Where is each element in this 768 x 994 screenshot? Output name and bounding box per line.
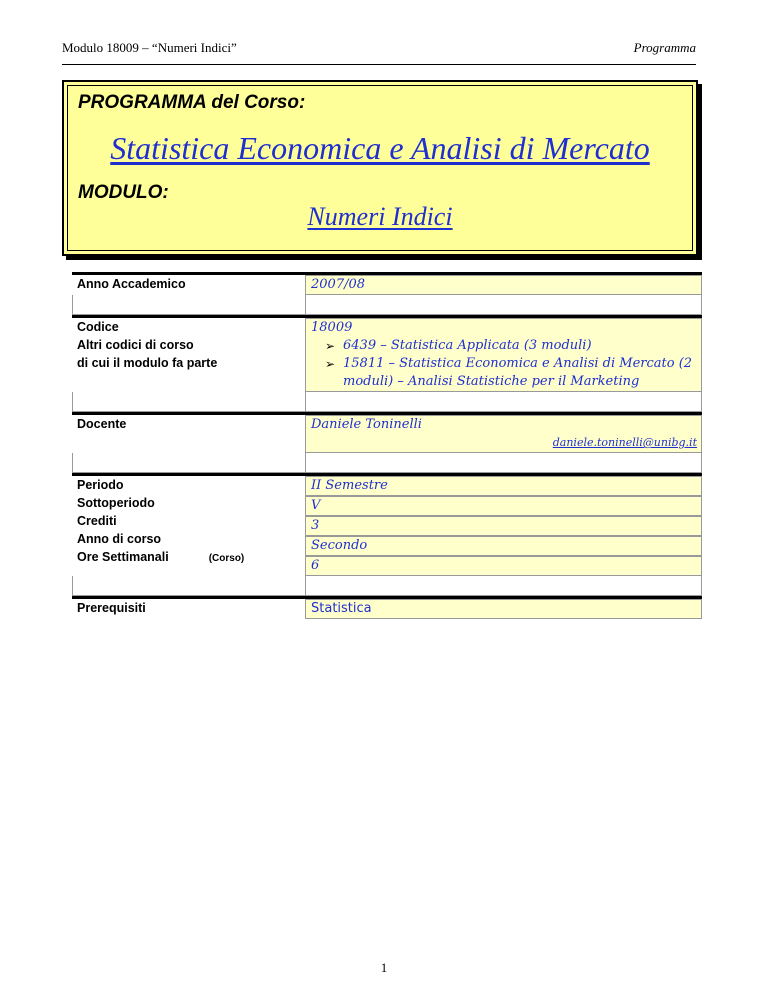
crediti-value: 3 (305, 516, 702, 536)
header-right: Programma (633, 40, 696, 55)
prerequisiti-value: Statistica (305, 599, 702, 619)
crediti-label: Crediti (77, 514, 117, 528)
ore-label: Ore Settimanali (77, 550, 169, 564)
ore-sub-label: (Corso) (208, 553, 245, 564)
docente-email-link[interactable]: daniele.toninelli@unibg.it (552, 436, 697, 449)
docente-label: Docente (77, 417, 127, 431)
anno-label: Anno Accademico (77, 277, 186, 291)
periodo-labels (72, 476, 305, 576)
sottoperiodo-label: Sottoperiodo (77, 496, 155, 510)
docente-name: Daniele Toninelli (311, 417, 422, 432)
list-item: ➢ 6439 – Statistica Applicata (3 moduli) (325, 337, 701, 355)
other-codes-list (311, 337, 701, 391)
codice-value: 18009 (311, 320, 353, 335)
periodo-values (305, 476, 702, 576)
altri-label-1: Altri codici di corso (77, 338, 194, 352)
program-label: PROGRAMMA del Corso: (78, 92, 306, 113)
sottoperiodo-value: V (305, 496, 702, 516)
anno-corso-label: Anno di corso (77, 532, 162, 546)
info-table (72, 272, 702, 619)
row-prerequisiti (72, 596, 702, 619)
ore-value: 6 (305, 556, 702, 576)
spacer-row (72, 295, 702, 315)
row-anno-accademico (72, 272, 702, 295)
anno-corso-value: Secondo (305, 536, 702, 556)
spacer-row (72, 576, 702, 596)
codice-label: Codice (77, 320, 119, 334)
periodo-label: Periodo (77, 478, 124, 492)
row-codice (72, 315, 702, 392)
list-item: ➢ 15811 – Statistica Economica e Analisi di Mercato (2 moduli) – Analisi Statistiche per il Marketing (325, 355, 701, 391)
page-number: 1 (380, 960, 388, 975)
module-label: MODULO: (78, 182, 169, 203)
spacer-row (72, 392, 702, 412)
module-name[interactable]: Numeri Indici (307, 202, 453, 231)
docente-values (305, 415, 702, 453)
prerequisiti-label: Prerequisiti (77, 601, 146, 615)
course-name[interactable]: Statistica Economica e Analisi di Mercato (110, 130, 650, 166)
ore-label-line (77, 548, 305, 568)
codice-values (305, 318, 702, 392)
periodo-value: II Semestre (305, 476, 702, 496)
header-left: Modulo 18009 – “Numeri Indici” (62, 40, 237, 55)
spacer-row (72, 453, 702, 473)
anno-value: 2007/08 (305, 275, 702, 295)
header-rule (62, 64, 696, 65)
row-docente (72, 412, 702, 453)
row-periodo (72, 473, 702, 576)
codice-labels (72, 318, 305, 392)
title-box (62, 80, 698, 256)
altri-label-2: di cui il modulo fa parte (77, 356, 218, 370)
